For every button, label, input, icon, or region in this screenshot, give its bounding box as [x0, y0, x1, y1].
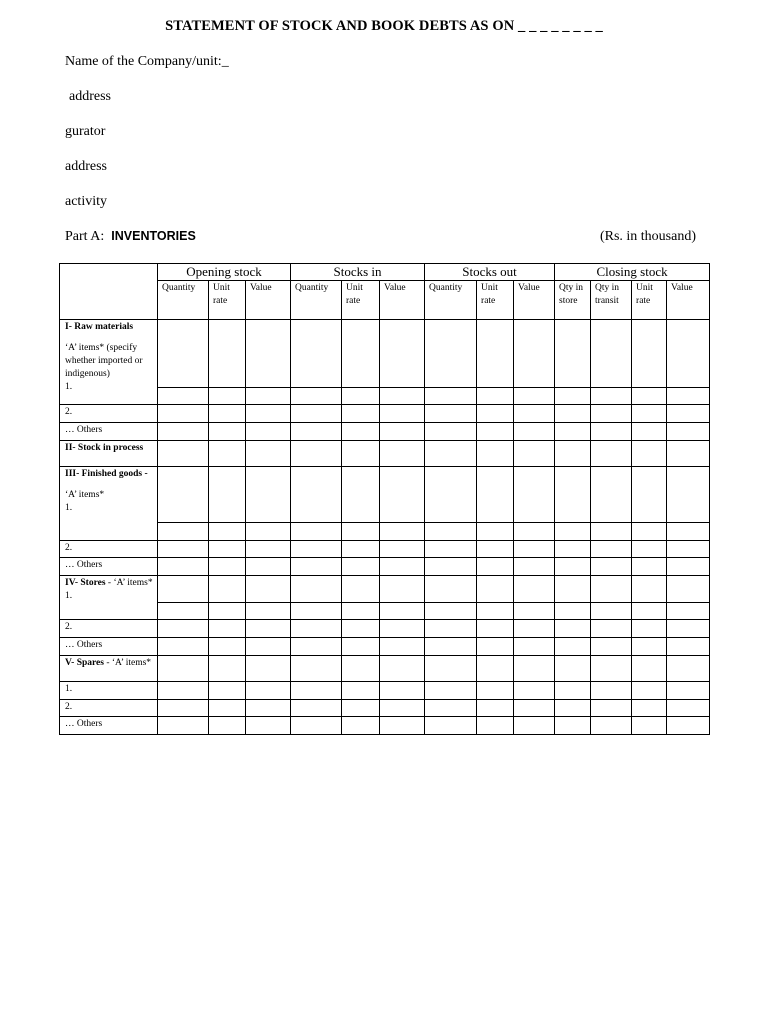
- entry-cell: [477, 405, 514, 423]
- entry-cell: [342, 656, 380, 682]
- entry-cell: [380, 467, 425, 523]
- raw-item-1-label: 1.: [65, 382, 73, 392]
- entry-cell: [477, 620, 514, 638]
- entry-cell: [158, 467, 209, 523]
- entry-cell: [425, 423, 477, 441]
- table-row: [60, 717, 710, 735]
- entry-cell: [246, 576, 291, 603]
- entry-cell: [514, 717, 555, 735]
- entry-cell: [667, 388, 710, 405]
- entry-cell: [667, 717, 710, 735]
- table-row: [60, 700, 710, 717]
- entry-cell: [158, 441, 209, 467]
- table-row: [60, 558, 710, 576]
- entry-cell: [246, 717, 291, 735]
- entry-cell: [380, 638, 425, 656]
- opening-stock-header: Opening stock: [158, 264, 291, 281]
- entry-cell: [425, 638, 477, 656]
- entry-cell: [158, 682, 209, 700]
- entry-cell: [555, 405, 591, 423]
- entry-cell: [209, 541, 246, 558]
- row-label-header: [60, 264, 158, 320]
- entry-cell: [246, 656, 291, 682]
- table-row: [60, 656, 710, 682]
- entry-cell: [342, 467, 380, 523]
- entry-cell: [514, 523, 555, 541]
- entry-cell: [158, 620, 209, 638]
- entry-cell: [158, 320, 209, 388]
- entry-cell: [555, 523, 591, 541]
- out-quantity-header: Quantity: [425, 281, 477, 320]
- entry-cell: [291, 638, 342, 656]
- entry-cell: [555, 388, 591, 405]
- entry-cell: [158, 700, 209, 717]
- entry-cell: [632, 405, 667, 423]
- table-row: [60, 320, 710, 388]
- finished-goods-label: III- Finished goods -: [65, 469, 148, 479]
- entry-cell: [591, 558, 632, 576]
- entry-cell: [246, 388, 291, 405]
- entry-cell: [246, 541, 291, 558]
- entry-cell: [209, 558, 246, 576]
- entry-cell: [291, 541, 342, 558]
- closing-value-header: Value: [667, 281, 710, 320]
- entry-cell: [632, 423, 667, 441]
- table-row: [60, 682, 710, 700]
- table-row: [60, 638, 710, 656]
- entry-cell: [591, 603, 632, 620]
- entry-cell: [425, 523, 477, 541]
- entry-cell: [514, 656, 555, 682]
- entry-cell: [209, 576, 246, 603]
- entry-cell: [632, 682, 667, 700]
- stores-item-2-label: 2.: [60, 620, 158, 638]
- entry-cell: [632, 523, 667, 541]
- entry-cell: [158, 603, 209, 620]
- entry-cell: [380, 405, 425, 423]
- entry-cell: [246, 441, 291, 467]
- spares-item-1-label: 1.: [60, 682, 158, 700]
- entry-cell: [342, 405, 380, 423]
- entry-cell: [514, 638, 555, 656]
- entry-cell: [291, 682, 342, 700]
- address-field: address: [69, 89, 111, 104]
- entry-cell: [209, 717, 246, 735]
- finished-item-2-label: 2.: [60, 541, 158, 558]
- entry-cell: [158, 405, 209, 423]
- entry-cell: [380, 441, 425, 467]
- entry-cell: [477, 603, 514, 620]
- entry-cell: [591, 620, 632, 638]
- entry-cell: [291, 523, 342, 541]
- entry-cell: [425, 405, 477, 423]
- entry-cell: [514, 541, 555, 558]
- entry-cell: [209, 656, 246, 682]
- finished-goods-cell: [60, 467, 158, 541]
- entry-cell: [477, 717, 514, 735]
- entry-cell: [380, 682, 425, 700]
- entry-cell: [291, 656, 342, 682]
- entry-cell: [425, 441, 477, 467]
- entry-cell: [380, 320, 425, 388]
- closing-qty-in-store-header: Qty in store: [555, 281, 591, 320]
- opening-quantity-header: Quantity: [158, 281, 209, 320]
- entry-cell: [477, 541, 514, 558]
- entry-cell: [632, 467, 667, 523]
- raw-others-label: … Others: [60, 423, 158, 441]
- entry-cell: [425, 388, 477, 405]
- entry-cell: [342, 523, 380, 541]
- entry-cell: [158, 576, 209, 603]
- entry-cell: [667, 700, 710, 717]
- entry-cell: [591, 682, 632, 700]
- entry-cell: [246, 682, 291, 700]
- entry-cell: [632, 638, 667, 656]
- entry-cell: [158, 541, 209, 558]
- entry-cell: [209, 682, 246, 700]
- entry-cell: [158, 656, 209, 682]
- entry-cell: [425, 682, 477, 700]
- entry-cell: [380, 576, 425, 603]
- stores-cell: [60, 576, 158, 620]
- entry-cell: [514, 682, 555, 700]
- table-row: [60, 441, 710, 467]
- entry-cell: [514, 603, 555, 620]
- table-row: [60, 620, 710, 638]
- entry-cell: [555, 541, 591, 558]
- entry-cell: [380, 558, 425, 576]
- entry-cell: [291, 603, 342, 620]
- entry-cell: [477, 576, 514, 603]
- entry-cell: [667, 682, 710, 700]
- entry-cell: [209, 388, 246, 405]
- entry-cell: [209, 467, 246, 523]
- entry-cell: [342, 682, 380, 700]
- finished-others-label: … Others: [60, 558, 158, 576]
- entry-cell: [514, 620, 555, 638]
- entry-cell: [514, 405, 555, 423]
- entry-cell: [380, 523, 425, 541]
- entry-cell: [514, 423, 555, 441]
- entry-cell: [514, 320, 555, 388]
- entry-cell: [246, 700, 291, 717]
- out-unit-rate-header: Unit rate: [477, 281, 514, 320]
- entry-cell: [477, 558, 514, 576]
- entry-cell: [425, 656, 477, 682]
- stock-in-process-label: II- Stock in process: [60, 441, 158, 467]
- entry-cell: [209, 523, 246, 541]
- entry-cell: [425, 603, 477, 620]
- entry-cell: [158, 558, 209, 576]
- entry-cell: [158, 717, 209, 735]
- entry-cell: [425, 558, 477, 576]
- entry-cell: [632, 656, 667, 682]
- entry-cell: [342, 717, 380, 735]
- entry-cell: [380, 388, 425, 405]
- entry-cell: [591, 388, 632, 405]
- entry-cell: [667, 576, 710, 603]
- entry-cell: [380, 603, 425, 620]
- entry-cell: [209, 620, 246, 638]
- stores-label: IV- Stores: [65, 578, 106, 588]
- entry-cell: [246, 423, 291, 441]
- entry-cell: [632, 541, 667, 558]
- spares-others-label: … Others: [60, 717, 158, 735]
- entry-cell: [209, 700, 246, 717]
- entry-cell: [342, 558, 380, 576]
- entry-cell: [158, 638, 209, 656]
- entry-cell: [591, 717, 632, 735]
- entry-cell: [291, 576, 342, 603]
- entry-cell: [425, 700, 477, 717]
- closing-qty-in-transit-header: Qty in transit: [591, 281, 632, 320]
- group-header-row: [60, 264, 710, 281]
- entry-cell: [632, 388, 667, 405]
- entry-cell: [632, 441, 667, 467]
- part-a-prefix: Part A:: [65, 229, 105, 244]
- entry-cell: [291, 717, 342, 735]
- entry-cell: [667, 558, 710, 576]
- spares-item-2-label: 2.: [60, 700, 158, 717]
- inventory-table: [59, 263, 710, 735]
- entry-cell: [477, 320, 514, 388]
- entry-cell: [209, 441, 246, 467]
- entry-cell: [425, 467, 477, 523]
- entry-cell: [291, 441, 342, 467]
- entry-cell: [632, 603, 667, 620]
- spares-label: V- Spares: [65, 658, 104, 668]
- entry-cell: [667, 523, 710, 541]
- entry-cell: [667, 320, 710, 388]
- entry-cell: [477, 682, 514, 700]
- entry-cell: [555, 656, 591, 682]
- entry-cell: [342, 638, 380, 656]
- entry-cell: [632, 576, 667, 603]
- activity-field: activity: [65, 194, 107, 209]
- stocks-in-header: Stocks in: [291, 264, 425, 281]
- stores-item-1-label: 1.: [65, 591, 73, 601]
- table-row: [60, 467, 710, 523]
- entry-cell: [591, 656, 632, 682]
- table-row: [60, 603, 710, 620]
- in-quantity-header: Quantity: [291, 281, 342, 320]
- unit-note: (Rs. in thousand): [599, 229, 696, 244]
- entry-cell: [591, 541, 632, 558]
- entry-cell: [667, 620, 710, 638]
- entry-cell: [380, 700, 425, 717]
- table-row: [60, 405, 710, 423]
- entry-cell: [632, 700, 667, 717]
- entry-cell: [291, 388, 342, 405]
- gurator-field: gurator: [65, 124, 106, 139]
- entry-cell: [591, 638, 632, 656]
- entry-cell: [291, 405, 342, 423]
- entry-cell: [667, 638, 710, 656]
- entry-cell: [514, 467, 555, 523]
- entry-cell: [591, 320, 632, 388]
- entry-cell: [555, 423, 591, 441]
- spares-a-items-label: - ‘A’ items*: [103, 658, 152, 668]
- entry-cell: [591, 576, 632, 603]
- entry-cell: [425, 717, 477, 735]
- entry-cell: [555, 558, 591, 576]
- stores-others-label: … Others: [60, 638, 158, 656]
- entry-cell: [380, 656, 425, 682]
- entry-cell: [514, 700, 555, 717]
- table-row: [60, 541, 710, 558]
- closing-unit-rate-header: Unit rate: [632, 281, 667, 320]
- entry-cell: [555, 638, 591, 656]
- entry-cell: [555, 700, 591, 717]
- entry-cell: [291, 620, 342, 638]
- entry-cell: [209, 405, 246, 423]
- entry-cell: [425, 576, 477, 603]
- entry-cell: [246, 558, 291, 576]
- entry-cell: [342, 541, 380, 558]
- part-a-label: INVENTORIES: [111, 229, 196, 243]
- spares-cell: [60, 656, 158, 682]
- sub-header-row: [60, 281, 710, 320]
- entry-cell: [667, 656, 710, 682]
- entry-cell: [158, 388, 209, 405]
- entry-cell: [555, 603, 591, 620]
- entry-cell: [555, 467, 591, 523]
- entry-cell: [514, 576, 555, 603]
- entry-cell: [591, 700, 632, 717]
- entry-cell: [555, 576, 591, 603]
- entry-cell: [667, 467, 710, 523]
- entry-cell: [632, 717, 667, 735]
- entry-cell: [246, 603, 291, 620]
- entry-cell: [380, 423, 425, 441]
- entry-cell: [291, 320, 342, 388]
- entry-cell: [667, 405, 710, 423]
- raw-item-2-label: 2.: [60, 405, 158, 423]
- entry-cell: [342, 441, 380, 467]
- finished-a-items-label: ‘A’ items*: [65, 490, 105, 500]
- raw-a-items-label: ‘A’ items* (specify whether imported or indigenous): [65, 343, 143, 379]
- entry-cell: [632, 320, 667, 388]
- finished-item-1-label: 1.: [65, 503, 73, 513]
- raw-materials-cell: [60, 320, 158, 405]
- entry-cell: [291, 558, 342, 576]
- table-row: [60, 388, 710, 405]
- opening-unit-rate-header: Unit rate: [209, 281, 246, 320]
- closing-stock-header: Closing stock: [555, 264, 710, 281]
- entry-cell: [477, 423, 514, 441]
- entry-cell: [209, 423, 246, 441]
- entry-cell: [514, 558, 555, 576]
- out-value-header: Value: [514, 281, 555, 320]
- entry-cell: [632, 620, 667, 638]
- entry-cell: [555, 441, 591, 467]
- entry-cell: [209, 320, 246, 388]
- entry-cell: [380, 541, 425, 558]
- entry-cell: [477, 467, 514, 523]
- company-name-field: Name of the Company/unit:_: [65, 54, 229, 69]
- gurator-address-field: address: [65, 159, 107, 174]
- entry-cell: [632, 558, 667, 576]
- entry-cell: [246, 523, 291, 541]
- raw-materials-label: I- Raw materials: [65, 322, 134, 332]
- entry-cell: [342, 700, 380, 717]
- entry-cell: [291, 467, 342, 523]
- entry-cell: [591, 467, 632, 523]
- entry-cell: [591, 523, 632, 541]
- entry-cell: [514, 441, 555, 467]
- entry-cell: [591, 423, 632, 441]
- entry-cell: [425, 541, 477, 558]
- table-row: [60, 576, 710, 603]
- entry-cell: [477, 656, 514, 682]
- entry-cell: [246, 405, 291, 423]
- entry-cell: [380, 620, 425, 638]
- entry-cell: [477, 388, 514, 405]
- entry-cell: [477, 523, 514, 541]
- part-a-heading: [65, 229, 196, 245]
- entry-cell: [591, 441, 632, 467]
- in-unit-rate-header: Unit rate: [342, 281, 380, 320]
- table-row: [60, 423, 710, 441]
- entry-cell: [591, 405, 632, 423]
- entry-cell: [209, 603, 246, 620]
- stores-a-items-label: - ‘A’ items*: [105, 578, 153, 588]
- entry-cell: [209, 638, 246, 656]
- document-title: STATEMENT OF STOCK AND BOOK DEBTS AS ON _ _ _ _ _ _ _ _: [165, 18, 603, 34]
- entry-cell: [425, 620, 477, 638]
- entry-cell: [291, 700, 342, 717]
- entry-cell: [667, 541, 710, 558]
- entry-cell: [555, 320, 591, 388]
- entry-cell: [380, 717, 425, 735]
- entry-cell: [342, 423, 380, 441]
- entry-cell: [246, 620, 291, 638]
- entry-cell: [342, 603, 380, 620]
- entry-cell: [246, 638, 291, 656]
- entry-cell: [555, 717, 591, 735]
- stocks-out-header: Stocks out: [425, 264, 555, 281]
- table-row: [60, 523, 710, 541]
- entry-cell: [555, 682, 591, 700]
- in-value-header: Value: [380, 281, 425, 320]
- entry-cell: [342, 576, 380, 603]
- entry-cell: [425, 320, 477, 388]
- entry-cell: [555, 620, 591, 638]
- entry-cell: [477, 638, 514, 656]
- entry-cell: [342, 620, 380, 638]
- entry-cell: [514, 388, 555, 405]
- entry-cell: [246, 467, 291, 523]
- entry-cell: [477, 700, 514, 717]
- entry-cell: [246, 320, 291, 388]
- entry-cell: [667, 441, 710, 467]
- entry-cell: [291, 423, 342, 441]
- entry-cell: [158, 523, 209, 541]
- entry-cell: [158, 423, 209, 441]
- entry-cell: [342, 388, 380, 405]
- entry-cell: [342, 320, 380, 388]
- entry-cell: [477, 441, 514, 467]
- entry-cell: [667, 603, 710, 620]
- entry-cell: [667, 423, 710, 441]
- opening-value-header: Value: [246, 281, 291, 320]
